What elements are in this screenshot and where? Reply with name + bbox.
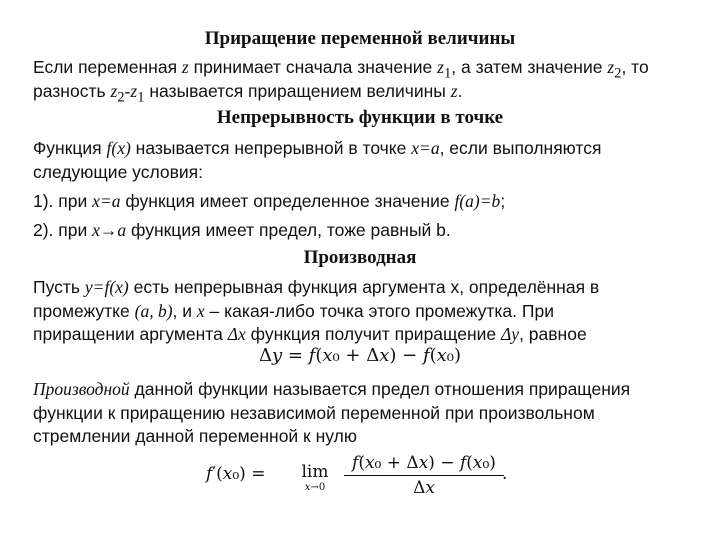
increment-line-2: разность $z_2-z_1$ называется приращением величины z. (33, 81, 463, 106)
limit-subscript: 𝑥→0 (304, 482, 326, 493)
fraction-denominator: Δ𝑥 (413, 478, 435, 498)
derivative-line-1: Пусть y=f(x) есть непрерывная функция аргумента x, определённая в (33, 277, 600, 297)
increment-line-1: Если переменная z принимает сначала значение $z_1$, а затем значение $z_2$, то (33, 57, 649, 82)
definition-line-1: Производной данной функции называется предел отношения приращения (33, 379, 631, 399)
limit-operator (298, 462, 332, 493)
limit-label: lim (301, 462, 329, 482)
condition-1: 1). при x=a функция имеет определенное значение f(a)=b; (33, 191, 506, 211)
fraction-numerator: 𝑓(𝑥₀ + Δ𝑥) − 𝑓(𝑥₀) (352, 453, 496, 473)
formula-period: . (502, 464, 508, 484)
heading-derivative: Производная (303, 247, 417, 268)
fraction (344, 452, 504, 499)
fraction-bar (344, 475, 504, 476)
definition-line-3: стремлении данной переменной к нулю (33, 426, 357, 446)
continuity-line-2: следующие условия: (33, 162, 204, 182)
definition-line-2: функции к приращению независимой переменной при произвольном (33, 403, 595, 423)
heading-increment: Приращение переменной величины (204, 28, 516, 49)
derivative-line-3: приращении аргумента Δx функция получит приращение Δy, равное (33, 324, 587, 344)
condition-2: 2). при x→a функция имеет предел, тоже равный b. (33, 220, 451, 240)
continuity-line-1: Функция f(x) называется непрерывной в точке x=a, если выполняются (33, 138, 602, 158)
heading-continuity: Непрерывность функции в точке (216, 107, 504, 128)
formula-lhs: 𝑓′(𝑥₀) = (206, 464, 266, 484)
derivative-line-2: промежутке (a, b), и x – какая-либо точка этого промежутка. При (33, 301, 554, 321)
increment-formula: Δ𝑦 = 𝑓(𝑥₀ + Δ𝑥) − 𝑓(𝑥₀) (258, 345, 462, 366)
